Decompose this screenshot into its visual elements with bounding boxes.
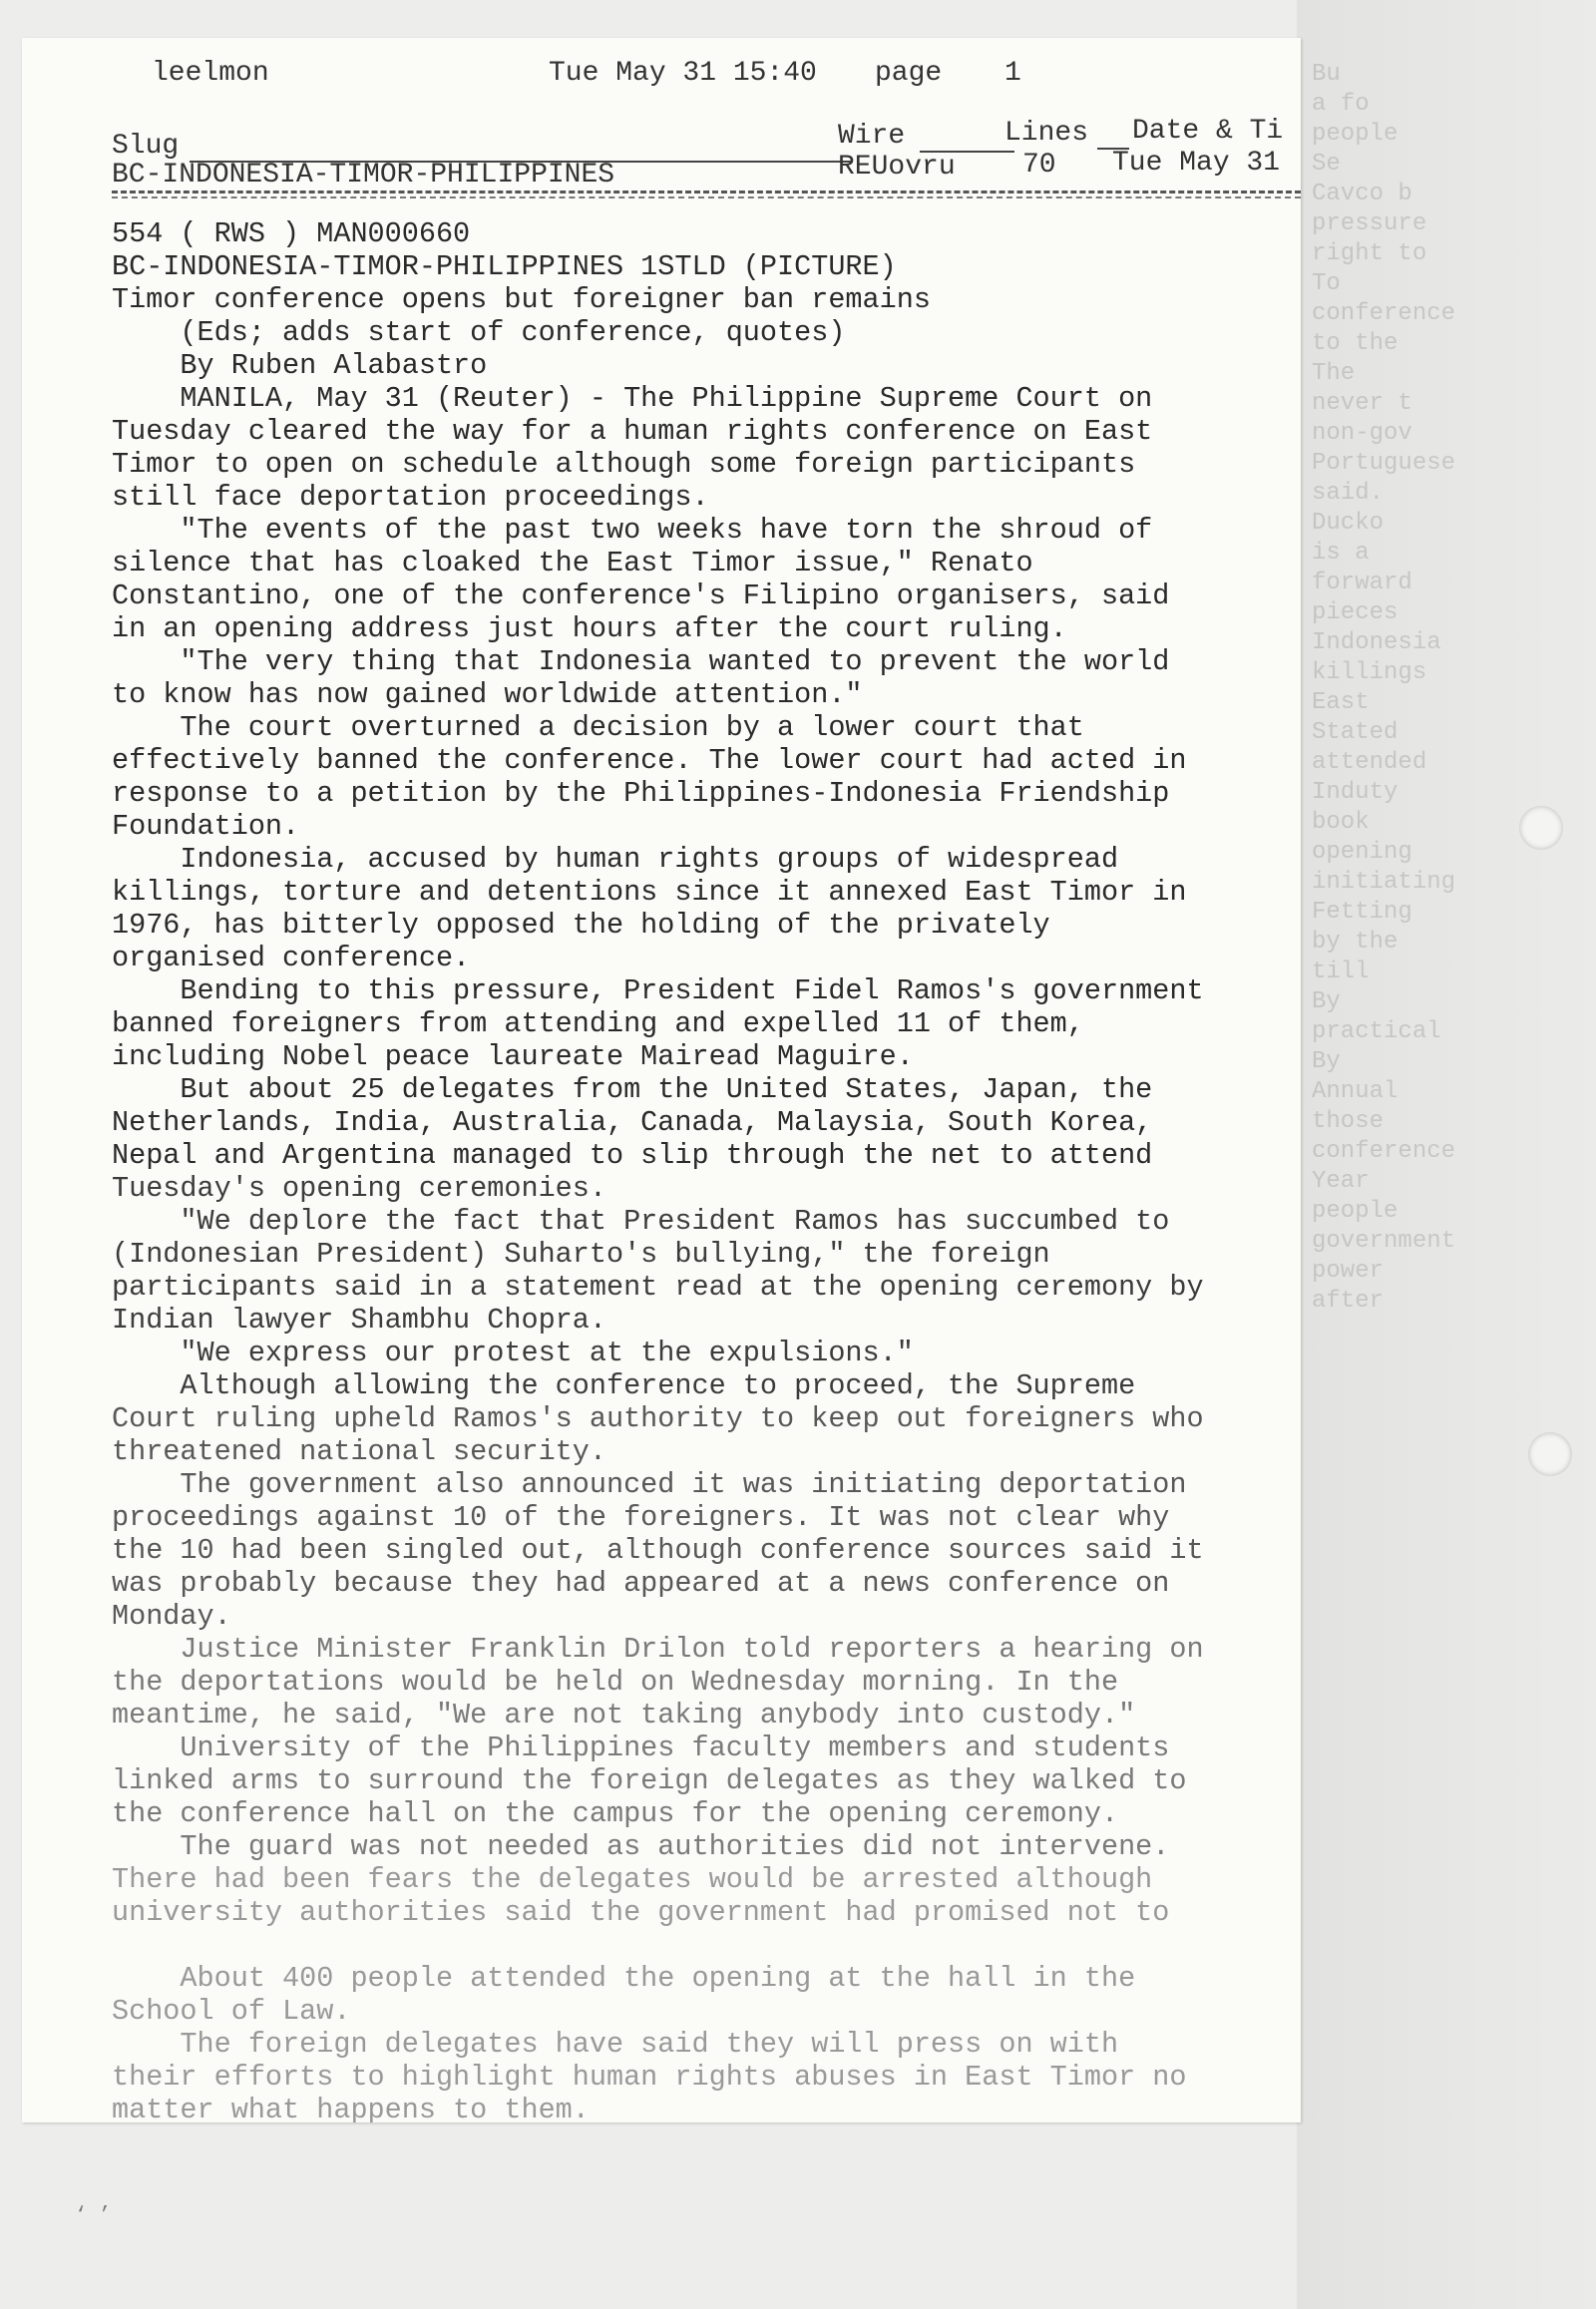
header-page-label: page xyxy=(875,58,943,89)
story-line: Constantino, one of the conference's Filipino organisers, said xyxy=(112,579,1170,612)
story-line: "The very thing that Indonesia wanted to prevent the world xyxy=(112,645,1170,678)
story-line: linked arms to surround the foreign delegates as they walked to xyxy=(112,1764,1187,1797)
bleed-through-line: practical xyxy=(1312,1018,1441,1045)
story-line: Although allowing the conference to proceed, the Supreme xyxy=(112,1369,1136,1402)
bleed-through-line: power xyxy=(1312,1258,1385,1285)
bleed-through-line: East xyxy=(1312,689,1370,716)
story-line: Foundation. xyxy=(112,810,300,843)
story-line: Indonesia, accused by human rights groups of widespread xyxy=(112,843,1119,876)
bleed-through-line: Indonesia xyxy=(1312,629,1441,656)
story-line: threatened national security. xyxy=(112,1435,606,1468)
story-line: organised conference. xyxy=(112,942,471,974)
bleed-through-line: Bu xyxy=(1312,61,1341,88)
bleed-through-line: pressure xyxy=(1312,210,1427,237)
story-line: in an opening address just hours after the court ruling. xyxy=(112,612,1067,645)
story-line: Monday. xyxy=(112,1600,231,1633)
bleed-through-line: those xyxy=(1312,1108,1385,1135)
story-line xyxy=(112,1929,1299,1962)
bleed-through-line: Cavco b xyxy=(1312,181,1412,207)
story-line: (Indonesian President) Suharto's bullying," the foreign xyxy=(112,1238,1050,1271)
story-line: The guard was not needed as authorities did not intervene. xyxy=(112,1830,1170,1863)
story-line: Nepal and Argentina managed to slip through the net to attend xyxy=(112,1139,1153,1172)
header-user: leelmon xyxy=(152,58,269,89)
story-line: the conference hall on the campus for the opening ceremony. xyxy=(112,1797,1119,1830)
wire-value: REUovru xyxy=(838,152,956,183)
story-line: Timor to open on schedule although some foreign participants xyxy=(112,448,1136,481)
story-line: Tuesday cleared the way for a human rights conference on East xyxy=(112,415,1153,448)
bleed-through-line: The xyxy=(1312,360,1356,387)
story-line: their efforts to highlight human rights abuses in East Timor no xyxy=(112,2061,1187,2094)
bleed-through-line: Fetting xyxy=(1312,899,1412,926)
story-line: response to a petition by the Philippines-Indonesia Friendship xyxy=(112,777,1170,810)
story-body xyxy=(112,217,1299,2122)
story-line: the 10 had been singled out, although conference sources said it xyxy=(112,1534,1204,1567)
story-line: to know has now gained worldwide attention." xyxy=(112,678,863,711)
bleed-through-line: killings xyxy=(1312,659,1427,686)
story-line: Court ruling upheld Ramos's authority to keep out foreigners who xyxy=(112,1402,1204,1435)
story-line: Timor conference opens but foreigner ban remains xyxy=(112,283,931,316)
bleed-through-line: opening xyxy=(1312,839,1412,866)
story-line: About 400 people attended the opening at the hall in the xyxy=(112,1962,1136,1995)
punch-hole-upper xyxy=(1519,806,1563,850)
bleed-through-line: by the xyxy=(1312,929,1398,956)
story-line: (Eds; adds start of conference, quotes) xyxy=(112,316,846,349)
bleed-through-line: conference xyxy=(1312,1138,1456,1165)
story-line: University of the Philippines faculty members and students xyxy=(112,1732,1170,1764)
story-line: killings, torture and detentions since it annexed East Timor in xyxy=(112,876,1187,909)
datetime-label: Date & Ti xyxy=(1132,116,1284,147)
lines-value: 70 xyxy=(1022,150,1056,181)
story-line: By Ruben Alabastro xyxy=(112,349,488,382)
bleed-through-line: is a xyxy=(1312,540,1370,567)
bleed-through-line: Se xyxy=(1312,151,1341,178)
bleed-through-line: people xyxy=(1312,1198,1398,1225)
story-line: BC-INDONESIA-TIMOR-PHILIPPINES 1STLD (PICTURE) xyxy=(112,250,897,283)
story-line: Netherlands, India, Australia, Canada, Malaysia, South Korea, xyxy=(112,1106,1153,1139)
story-line: "We deplore the fact that President Ramos has succumbed to xyxy=(112,1205,1170,1238)
story-line: "We express our protest at the expulsions." xyxy=(112,1337,914,1369)
story-line: the deportations would be held on Wednesday morning. In the xyxy=(112,1666,1119,1699)
bleed-through-line: after xyxy=(1312,1288,1385,1315)
bleed-through-line: conference xyxy=(1312,300,1456,327)
bleed-through-line: By xyxy=(1312,988,1341,1015)
story-line: 1976, has bitterly opposed the holding of the privately xyxy=(112,909,1050,942)
story-line: The foreign delegates have said they will press on with xyxy=(112,2028,1119,2061)
story-line: The government also announced it was initiating deportation xyxy=(112,1468,1187,1501)
bleed-through-line: Annual xyxy=(1312,1078,1398,1105)
story-line: Tuesday's opening ceremonies. xyxy=(112,1172,606,1205)
story-line: 554 ( RWS ) MAN000660 xyxy=(112,217,471,250)
bleed-through-line: government xyxy=(1312,1228,1456,1255)
bleed-through-line: people xyxy=(1312,121,1398,148)
slug-label: Slug xyxy=(112,131,180,162)
bleed-through-line: pieces xyxy=(1312,599,1398,626)
story-line: School of Law. xyxy=(112,1995,351,2028)
story-line: "The events of the past two weeks have torn the shroud of xyxy=(112,514,1153,547)
datetime-value: Tue May 31 xyxy=(1112,148,1281,179)
story-line: university authorities said the government had promised not to xyxy=(112,1896,1170,1929)
bleed-through-line: right to xyxy=(1312,240,1427,267)
corner-mark: ‘ ’ xyxy=(75,2204,112,2227)
story-line: matter what happens to them. xyxy=(112,2094,590,2122)
bleed-through-line: said. xyxy=(1312,480,1385,507)
story-line: participants said in a statement read at the opening ceremony by xyxy=(112,1271,1204,1304)
bleed-through-line: book xyxy=(1312,809,1370,836)
bleed-through-line: Induty xyxy=(1312,779,1398,806)
bleed-through-line: By xyxy=(1312,1048,1341,1075)
story-line: MANILA, May 31 (Reuter) - The Philippine Supreme Court on xyxy=(112,382,1153,415)
story-line: meantime, he said, "We are not taking anybody into custody." xyxy=(112,1699,1136,1732)
bleed-through-line: Portuguese xyxy=(1312,450,1456,477)
bleed-through-line: attended xyxy=(1312,749,1427,776)
header-rule-secondary xyxy=(112,196,1301,198)
story-line: Justice Minister Franklin Drilon told reporters a hearing on xyxy=(112,1633,1204,1666)
header-page-number: 1 xyxy=(1004,58,1021,89)
header-rule xyxy=(112,191,1301,193)
bleed-through-line: till xyxy=(1312,959,1370,985)
story-line: The court overturned a decision by a lower court that xyxy=(112,711,1084,744)
story-line: still face deportation proceedings. xyxy=(112,481,709,514)
bleed-through-line: a fo xyxy=(1312,91,1370,118)
bleed-through-line: Year xyxy=(1312,1168,1370,1195)
bleed-through-line: never t xyxy=(1312,390,1412,417)
bleed-through-line: non-gov xyxy=(1312,420,1412,447)
story-line: banned foreigners from attending and expelled 11 of them, xyxy=(112,1007,1084,1040)
header-datetime: Tue May 31 15:40 xyxy=(549,58,817,89)
bleed-through-line: Stated xyxy=(1312,719,1398,746)
punch-hole-lower xyxy=(1528,1432,1572,1476)
bleed-through-line: To xyxy=(1312,270,1341,297)
story-line: silence that has cloaked the East Timor issue," Renato xyxy=(112,547,1033,579)
story-line: including Nobel peace laureate Mairead Maguire. xyxy=(112,1040,914,1073)
story-line: But about 25 delegates from the United States, Japan, the xyxy=(112,1073,1153,1106)
lines-label: Lines xyxy=(1004,118,1089,149)
story-line: proceedings against 10 of the foreigners. It was not clear why xyxy=(112,1501,1170,1534)
bleed-through-line: Ducko xyxy=(1312,510,1385,537)
wire-label: Wire xyxy=(838,121,906,152)
story-line: Indian lawyer Shambhu Chopra. xyxy=(112,1304,606,1337)
slug-value: BC-INDONESIA-TIMOR-PHILIPPINES xyxy=(112,160,615,191)
story-line: There had been fears the delegates would be arrested although xyxy=(112,1863,1153,1896)
wire-printout-page xyxy=(22,38,1301,2122)
story-line: Bending to this pressure, President Fidel Ramos's government xyxy=(112,974,1204,1007)
bleed-through-line: forward xyxy=(1312,570,1412,596)
story-line: effectively banned the conference. The lower court had acted in xyxy=(112,744,1187,777)
bleed-through-line: initiating xyxy=(1312,869,1456,896)
story-line: was probably because they had appeared at a news conference on xyxy=(112,1567,1170,1600)
bleed-through-line: to the xyxy=(1312,330,1398,357)
